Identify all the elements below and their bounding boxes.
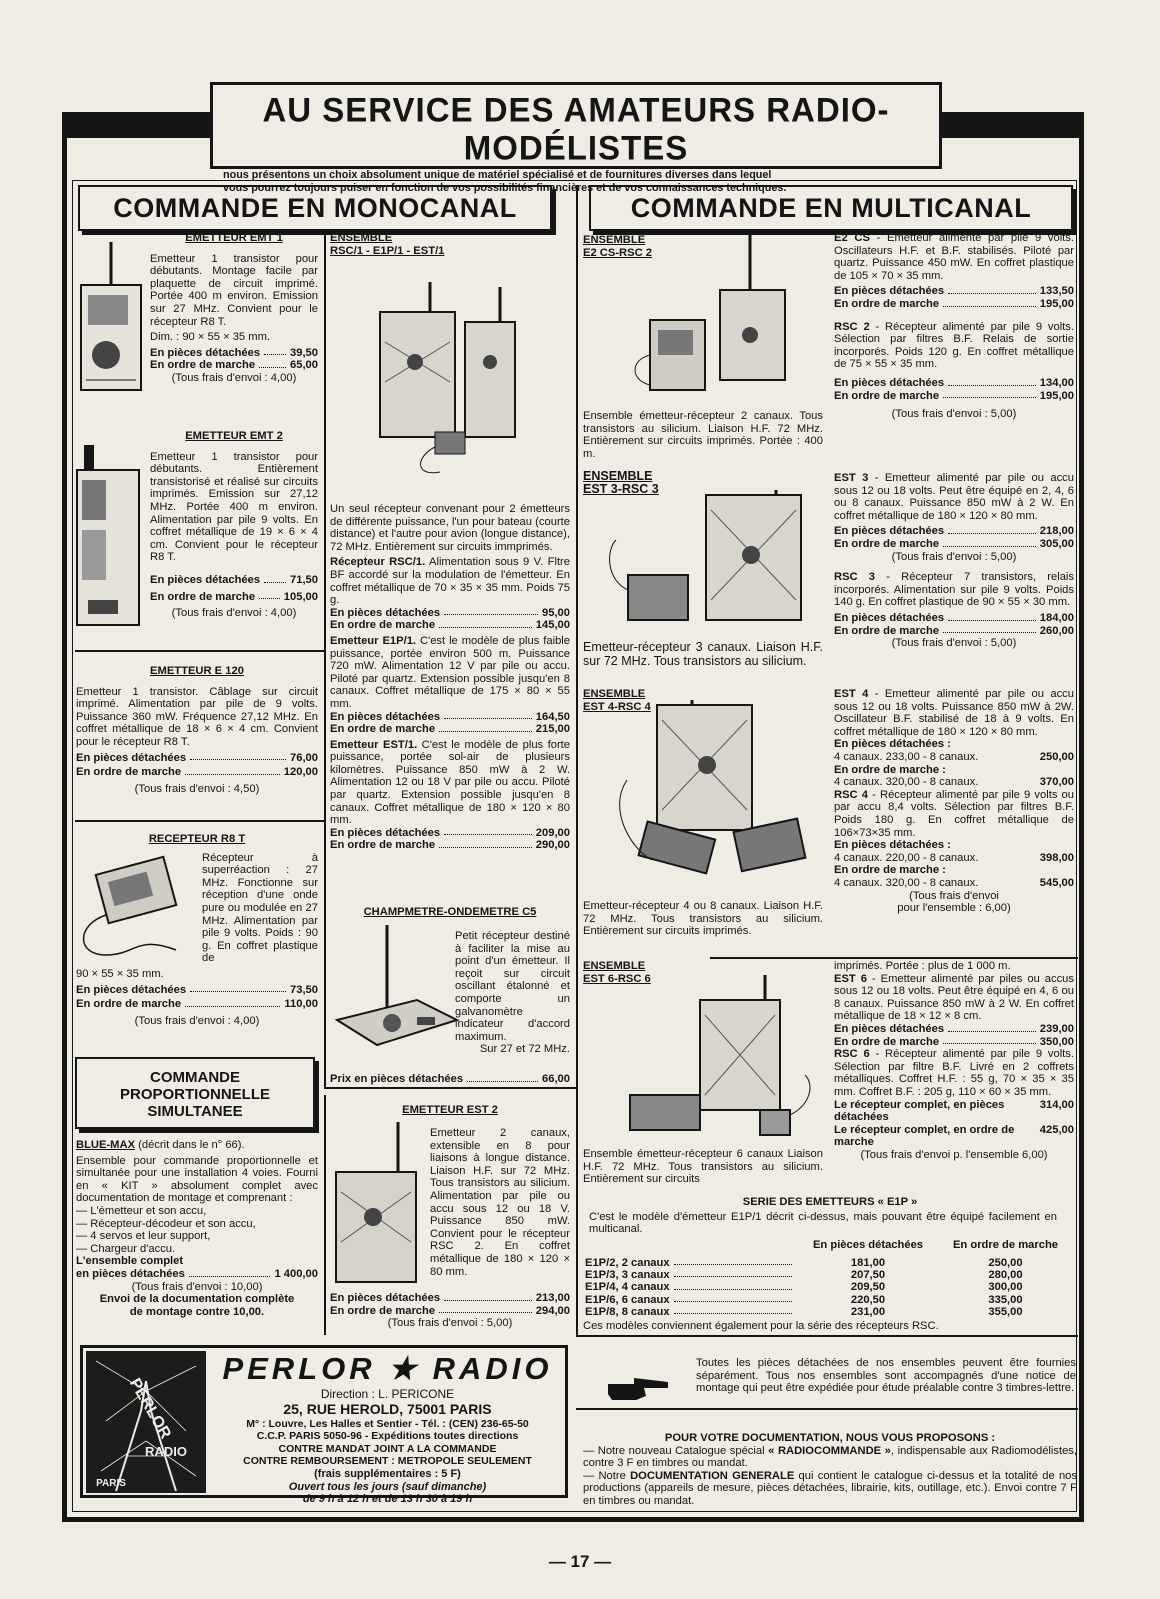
perlor-metro: M° : Louvre, Les Halles et Sentier - Tél. : (CEN) 236-65-50 — [246, 1417, 529, 1430]
rsc3-shipping: (Tous frais d'envoi : 5,00) — [891, 637, 1017, 650]
emt2-ready-price: En ordre de marche 105,00 — [150, 590, 318, 603]
ens6-lead: imprimés. Portée : plus de 1 000 m. — [834, 960, 1011, 972]
rsc1-kit-price: En pièces détachées 95,00 — [330, 606, 570, 619]
c5-text-2: Sur 27 et 72 MHz. — [479, 1043, 570, 1056]
prop-doc-1: Envoi de la documentation complète — [99, 1293, 295, 1306]
c5-block — [330, 906, 570, 919]
c5-meter-image — [332, 925, 462, 1060]
page-number: — 17 — — [548, 1552, 612, 1571]
r8t-block — [76, 833, 318, 1027]
ens6-caption-block — [583, 1148, 823, 1189]
ens4-title-2: EST 4-RSC 4 — [583, 700, 651, 713]
emt1-ready-price: En ordre de marche 65,00 — [150, 359, 318, 372]
e2cs-kit-price: En pièces détachées 133,50 — [834, 285, 1074, 298]
mono-heading: COMMANDE EN MONOCANAL — [78, 185, 552, 231]
rsc6-text: - Récepteur alimenté par pile 9 volts. Sélection par filtre B.F. Livré en 2 coffrets métalliques. Coffret H.F. : 55 g, 70 × 35 × 35 mm. Coffret B.F. : 205 g, 110 × 60 × 35 mm. — [834, 1048, 1074, 1098]
est2-ready-price: En ordre de marche 294,00 — [330, 1304, 570, 1317]
prop-item: — L'émetteur et son accu, — [76, 1204, 207, 1217]
emt2-kit-price: En pièces détachées 71,50 — [150, 573, 318, 586]
est3-block — [834, 472, 1074, 650]
rsc6-kit-price: Le récepteur complet, en pièces détachées 314,00 — [834, 1098, 1074, 1124]
ens2-title-1: ENSEMBLE — [583, 234, 646, 246]
ens3-title-1: ENSEMBLE — [583, 469, 653, 483]
ens4-caption: Emetteur-récepteur 4 ou 8 canaux. Liaison H.F. 72 MHz. Tous transistors au silicium. Entièrement sur circuits imprimés. — [583, 900, 823, 938]
rsc3-kit-price: En pièces détachées 184,00 — [834, 611, 1074, 624]
prop-shipping: (Tous frais d'envoi : 10,00) — [131, 1280, 263, 1293]
r8t-title: RECEPTEUR R8 T — [148, 833, 246, 845]
ens3-caption: Emetteur-récepteur 3 canaux. Liaison H.F. sur 72 MHz. Tous transistors au silicium. — [583, 640, 823, 668]
e1p1-name: Emetteur E1P/1. — [330, 634, 417, 647]
c5-price-block — [330, 1073, 570, 1086]
e1p-series-intro: C'est le modèle d'émetteur E1P/1 décrit ci-dessus, mais pouvant être équipé facilement en multicanal. — [589, 1210, 1057, 1236]
est2-text: Emetteur 2 canaux, extensible en 8 pour liaisons à longue distance. Liaison H.F. sur 72 MHz. Tous transistors au silicium. Alimentation par pile ou accu sous 12 ou 18 V. Puissance 850 mW. Convient pour le récepteur RSC 2. En coffret métallique de 180 × 120 × 80 mm. — [430, 1127, 570, 1278]
prop-doc-2: de montage contre 10,00. — [129, 1305, 265, 1318]
ens4-image — [612, 700, 817, 895]
emt1-transmitter-image — [76, 240, 146, 395]
ens2-title-2: E2 CS-RSC 2 — [583, 246, 653, 259]
perlor-logo-bottom: RADIO — [145, 1444, 187, 1459]
rsc1-name: Récepteur RSC/1. — [330, 556, 426, 569]
divider — [324, 1087, 576, 1089]
r8t-ready-price: En ordre de marche 110,00 — [76, 998, 318, 1011]
emt1-shipping: (Tous frais d'envoi : 4,00) — [171, 371, 297, 384]
ens3-caption-block — [583, 641, 823, 671]
divider — [75, 820, 324, 822]
ensemble-rsc1-title-2: RSC/1 - E1P/1 - EST/1 — [330, 244, 445, 257]
doc-text-block — [696, 1357, 1076, 1398]
page-title: AU SERVICE DES AMATEURS RADIO-MODÉLISTES — [262, 90, 890, 167]
header-subtitle-1: nous présentons un choix absolument unique de matériel spécialisé et de fournitures diverses dans lequel — [223, 169, 772, 181]
table-row: E1P/8, 8 canaux 231,00 355,00 — [585, 1305, 1023, 1318]
ens2-image — [630, 235, 810, 405]
est4-ready-price: 4 canaux. 320,00 - 8 canaux. 370,00 — [834, 776, 1074, 789]
est2-kit-price: En pièces détachées 213,00 — [330, 1292, 570, 1304]
prop-item: — Récepteur-décodeur et son accu, — [76, 1217, 256, 1230]
est1-text: C'est le modèle de plus forte puissance, portée sol-air de plusieurs kilomètres. Puissance 850 mW à 2 W. Alimentation 12 ou 18 V par pile ou accu. Piloté par quartz. Extension possible jusqu'en 8 canaux. Coffret métallique de 180 × 120 × 80 mm. — [330, 738, 571, 827]
header-box — [210, 82, 942, 194]
doc-title: POUR VOTRE DOCUMENTATION, NOUS VOUS PROPOSONS : — [664, 1432, 996, 1444]
est2-shipping: (Tous frais d'envoi : 5,00) — [387, 1317, 513, 1330]
e1p-col-kit: En pièces détachées — [812, 1238, 924, 1251]
ensemble-rsc1-block — [330, 232, 570, 257]
rsc4-kit-label: En pièces détachées : — [834, 839, 951, 852]
ensemble-intro: Un seul récepteur convenant pour 2 émetteurs de différente puissance, l'un pour bateau (courte distance) et l'autre pour avion (longue distance), 72 MHz. Entièrement sur circuits immprimés. — [330, 503, 570, 553]
rsc2-ready-price: En ordre de marche 195,00 — [834, 389, 1074, 402]
est2-transmitter-image — [333, 1122, 423, 1287]
est4-kit-price: 4 canaux. 233,00 - 8 canaux. 250,00 — [834, 750, 1074, 763]
ens6-title-1: ENSEMBLE — [583, 960, 646, 972]
emt1-dims: Dim. : 90 × 55 × 35 mm. — [150, 331, 271, 344]
emt1-block — [150, 232, 318, 385]
emt2-text: Emetteur 1 transistor pour débutants. Entièrement transistorisé et réalisé sur circuits imprimés. Emission sur 27,12 MHz. Portée 400 m environ. Alimentation par pile 9 volts. En coffret métallique de 19 × 6 × 4 cm. Convient pour le récepteur R8 T. — [150, 450, 318, 564]
c5-text-block — [455, 930, 570, 1059]
est1-name: Emetteur EST/1. — [330, 738, 418, 751]
e120-shipping: (Tous frais d'envoi : 4,50) — [134, 782, 260, 795]
rsc3-text: - Récepteur 7 transistors, relais incorporés. Alimentation sur pile 9 volts. Poids 140 g. En coffret plastique de 90 × 55 × 30 mm. — [834, 571, 1074, 609]
perlor-remb: CONTRE REMBOURSEMENT : METROPOLE SEULEMENT — [243, 1455, 532, 1468]
perlor-logo — [86, 1351, 206, 1493]
rsc3-name: RSC 3 — [834, 571, 876, 584]
e120-text: Emetteur 1 transistor. Câblage sur circuit imprimé. Alimentation par pile de 9 volts. Puissance 360 mW. Fréquence 27,12 MHz. En coffret métallique de 18 × 6 × 4 cm. Convient pour le récepteur R8 T. — [76, 685, 318, 748]
emt2-transmitter-image — [74, 440, 144, 630]
est6-name: EST 6 — [834, 972, 867, 985]
e120-title: EMETTEUR E 120 — [150, 665, 244, 677]
e1p1-ready-price: En ordre de marche 215,00 — [330, 723, 570, 736]
prop-heading-2: PROPORTIONNELLE — [119, 1086, 270, 1103]
perlor-hours-1: Ouvert tous les jours (sauf dimanche) — [288, 1480, 487, 1493]
est3-text: - Emetteur alimenté par pile ou accu sous 12 ou 18 volts. Peut être équipé en 2, 4, 6 ou 8 canaux. Puissance 850 mW à 2 W. En coffret métallique de 180 × 120 × 80 mm. — [834, 472, 1074, 522]
doc-item-2: — Notre DOCUMENTATION GENERALE qui contient le catalogue ci-dessus et la totalité de nos productions (appareils de mesure, pièces détachées, librairie, kits, outillage, etc.). Envoi contre 7 F en timbres ou mandat. — [583, 1469, 1077, 1507]
ens2-caption: Ensemble émetteur-récepteur 2 canaux. Tous transistors au silicium. Liaison H.F. 72 MHz. Entièrement sur circuits imprimés. Portée : 400 m. — [583, 410, 823, 460]
ens2-caption-block — [583, 410, 823, 463]
ens6-title-2: EST 6-RSC 6 — [583, 972, 651, 985]
divider — [710, 957, 1078, 959]
rsc6-name: RSC 6 — [834, 1048, 870, 1061]
perlor-logo-top: PERLOR — [125, 1375, 174, 1442]
perlor-frais: (frais supplémentaires : 5 F) — [314, 1467, 461, 1480]
e2cs-text: - Emetteur alimenté par pile 9 volts. Oscillateurs H.F. et B.F. stabilisés. Piloté par quartz. Puissance 450 mW. En coffret plastique de 105 × 70 × 35 mm. — [834, 232, 1074, 282]
perlor-director: Direction : L. PERICONE — [320, 1387, 455, 1401]
r8t-shipping: (Tous frais d'envoi : 4,00) — [134, 1014, 260, 1027]
est6-block — [834, 960, 1074, 1162]
est2-title: EMETTEUR EST 2 — [402, 1104, 498, 1116]
rsc4-shipping-1: (Tous frais d'envoi — [909, 889, 999, 902]
table-row: E1P/4, 4 canaux 209,50 300,00 — [585, 1281, 1023, 1294]
rsc2-shipping: (Tous frais d'envoi : 5,00) — [891, 408, 1017, 421]
rsc4-ready-label: En ordre de marche : — [834, 864, 946, 877]
rsc4-name: RSC 4 — [834, 788, 868, 801]
prop-heading-box — [75, 1057, 315, 1129]
e1p-series-table — [583, 1239, 1073, 1318]
e1p1-text: C'est le modèle de plus faible puissance, portée environ 500 m. Puissance 720 mW. Alimentation 12 V par pile ou accu. Piloté par quartz. Extension possible jusqu'en 8 canaux. Coffret métallique de 175 × 80 × 55 mm. — [330, 634, 570, 710]
rsc2-text: - Récepteur alimenté par pile 9 volts. Sélection par filtres B.F. Relais de sortie incorporés. Poids 120 g. En coffret métallique de 75 × 55 × 35 mm. — [834, 320, 1074, 371]
est6-kit-price: En pièces détachées 239,00 — [834, 1022, 1074, 1035]
divider — [75, 650, 324, 652]
ens3-title-2: EST 3-RSC 3 — [583, 481, 659, 496]
r8t-kit-price: En pièces détachées 73,50 — [76, 983, 318, 996]
rsc2-name: RSC 2 — [834, 320, 870, 333]
est3-ready-price: En ordre de marche 305,00 — [834, 537, 1074, 550]
est2-price-block — [330, 1292, 570, 1330]
emt2-block — [150, 430, 318, 620]
emt1-text: Emetteur 1 transistor pour débutants. Montage facile par plaquette de circuit imprimé. Portée 400 m environ. Emission sur 27 MHz. Convient pour le récepteur R8 T. — [150, 252, 318, 328]
header-subtitle-2: vous pourrez toujours puiser en fonction de vos possibilités financières et de vos connaissances techniques. — [223, 182, 787, 194]
rsc4-text: - Récepteur alimenté par pile 9 volts ou par accu 8,4 volts. Sélection par filtres B.F. Poids 180 g. En coffret métallique de 106×73×35 mm. — [834, 788, 1074, 839]
ensemble-rsc1-title-1: ENSEMBLE — [330, 232, 393, 244]
multi-heading: COMMANDE EN MULTICANAL — [589, 185, 1073, 231]
est3-kit-price: En pièces détachées 218,00 — [834, 525, 1074, 538]
perlor-logo-city: PARIS — [96, 1478, 126, 1489]
emt1-kit-price: En pièces détachées 39,50 — [150, 346, 318, 359]
prop-item: — 4 servos et leur support, — [76, 1230, 211, 1243]
est1-kit-price: En pièces détachées 209,00 — [330, 826, 570, 839]
ensemble-rsc1-details — [330, 503, 570, 852]
emt2-title: EMETTEUR EMT 2 — [185, 430, 283, 442]
doc-item-1: — Notre nouveau Catalogue spécial « RADIOCOMMANDE », indispensable aux Radiomodélistes, contre 3 F en timbres ou mandat. — [583, 1444, 1078, 1470]
est4-block — [834, 688, 1074, 915]
c5-title: CHAMPMETRE-ONDEMETRE C5 — [363, 906, 537, 918]
e1p-series-footer: Ces modèles conviennent également pour la série des récepteurs RSC. — [583, 1320, 939, 1332]
ens6-shipping: (Tous frais d'envoi p. l'ensemble 6,00) — [860, 1148, 1048, 1161]
est6-text: - Emetteur alimenté par piles ou accus sous 12 ou 18 volts. Peut être équipé en 4, 6 ou 8 canaux. Puissance 850 mW à 2 W. En coffret métallique de 18 × 12 × 8 cm. — [834, 972, 1074, 1023]
est3-shipping: (Tous frais d'envoi : 5,00) — [891, 550, 1017, 563]
est4-text: - Emetteur alimenté par pile ou accu sous 12 ou 18 volts. Puissance 850 mW à 2W. Oscillateur B.F. stabilisé de 18 à 9 volts. En coffret métallique de 180 × 120 × 80 mm. — [834, 688, 1074, 738]
e120-kit-price: En pièces détachées 76,00 — [76, 751, 318, 764]
c5-text: Petit récepteur destiné à faciliter la mise au point d'un émetteur. Il reçoit sur circuit oscillant étalonné et comporte un galvanomètre indicateur d'accord maximum. — [455, 930, 570, 1043]
ens4-title-1: ENSEMBLE — [583, 688, 646, 700]
est6-ready-price: En ordre de marche 350,00 — [834, 1035, 1074, 1048]
est2-text-block — [430, 1127, 570, 1281]
e1p1-kit-price: En pièces détachées 164,50 — [330, 710, 570, 723]
table-row: E1P/3, 3 canaux 207,50 280,00 — [585, 1269, 1023, 1282]
est3-name: EST 3 — [834, 472, 869, 484]
r8t-text-2: 90 × 55 × 35 mm. — [76, 967, 164, 980]
doc-offer-block — [583, 1432, 1077, 1511]
rsc6-ready-price: Le récepteur complet, en ordre de marche 425,00 — [834, 1123, 1074, 1149]
rsc4-shipping-2: pour l'ensemble : 6,00) — [897, 902, 1011, 915]
perlor-details — [210, 1388, 565, 1506]
prop-block — [76, 1139, 318, 1318]
rsc2-kit-price: En pièces détachées 134,00 — [834, 376, 1074, 389]
e1p-col-ready: En ordre de marche — [952, 1238, 1059, 1251]
divider — [576, 185, 578, 1335]
ens6-image — [625, 975, 820, 1145]
rsc1-ready-price: En ordre de marche 145,00 — [330, 619, 570, 632]
table-row: E1P/6, 6 canaux 220,50 335,00 — [585, 1293, 1023, 1306]
e120-block — [76, 665, 318, 795]
e2cs-block — [834, 232, 1074, 421]
rsc3-ready-price: En ordre de marche 260,00 — [834, 624, 1074, 637]
perlor-mandat: CONTRE MANDAT JOINT A LA COMMANDE — [278, 1442, 497, 1455]
e120-ready-price: En ordre de marche 120,00 — [76, 766, 318, 779]
rsc4-kit-price: 4 canaux. 220,00 - 8 canaux. 398,00 — [834, 851, 1074, 864]
ens3-image — [606, 490, 811, 630]
prop-heading-1: COMMANDE — [150, 1069, 240, 1086]
ens4-caption-block — [583, 900, 823, 941]
perlor-address: 25, RUE HEROLD, 75001 PARIS — [283, 1400, 492, 1417]
divider — [324, 232, 326, 1087]
r8t-text: Récepteur à superréaction : 27 MHz. Fonctionne sur réception d'une onde pure ou modulée en 27 MHz. Alimentation par pile 9 volts. Poids : 90 g. En coffret plastique de — [202, 851, 318, 965]
ens6-caption: Ensemble émetteur-récepteur 6 canaux Liaison H.F. 72 MHz. Tous transistors au silicium. Entièrement sur circuits — [583, 1148, 823, 1186]
rsc1-ensemble-image — [375, 282, 535, 482]
doc-text: Toutes les pièces détachées de nos ensembles peuvent être fournies séparément. Tous nos ensembles sont accompagnés d'une notice de montage qui peut être expédiée pour étude préalable contre 3 timbres-lettre. — [696, 1357, 1076, 1395]
e1p-series-title: SERIE DES EMETTEURS « E1P » — [742, 1196, 918, 1208]
prop-name-note: (décrit dans le n° 66). — [135, 1139, 245, 1151]
perlor-name: PERLOR ★ RADIO — [222, 1351, 553, 1386]
perlor-hours-2: de 9 h à 12 h et de 13 h 30 à 19 h — [302, 1493, 473, 1506]
divider — [576, 1408, 1078, 1410]
prop-text: Ensemble pour commande proportionnelle et simultanée pour une installation 4 voies. Fourni en « KIT » absolument complet avec documentation de montage et comprenant : — [76, 1154, 318, 1205]
est1-ready-price: En ordre de marche 290,00 — [330, 839, 570, 852]
est2-title-block — [330, 1104, 570, 1117]
prop-name: BLUE-MAX — [76, 1139, 136, 1151]
perlor-ccp: C.C.P. PARIS 5050-96 - Expéditions toutes directions — [256, 1430, 519, 1443]
prop-item: — Chargeur d'accu. — [76, 1242, 176, 1255]
table-row: E1P/2, 2 canaux 181,00 250,00 — [585, 1256, 1023, 1269]
c5-price: Prix en pièces détachées 66,00 — [330, 1073, 570, 1085]
emt2-shipping: (Tous frais d'envoi : 4,00) — [171, 607, 297, 620]
est4-name: EST 4 — [834, 688, 869, 700]
emt1-title: EMETTEUR EMT 1 — [185, 232, 283, 244]
pointing-hand-icon — [606, 1374, 670, 1404]
e1p-series-block — [583, 1196, 1077, 1336]
est4-ready-label: En ordre de marche : — [834, 763, 946, 776]
e2cs-name: E2 CS — [834, 232, 870, 244]
est4-kit-label: En pièces détachées : — [834, 738, 951, 751]
rsc4-ready-price: 4 canaux. 320,00 - 8 canaux. 545,00 — [834, 876, 1074, 889]
e2cs-ready-price: En ordre de marche 195,00 — [834, 297, 1074, 310]
prop-complete-label: L'ensemble complet — [76, 1255, 184, 1268]
rsc1-text: Alimentation sous 9 V. Fltre BF accordé sur la modulation de l'émetteur. En coffret métallique de 70 × 35 × 35 mm. Poids 75 g. — [330, 556, 570, 607]
prop-heading-3: SIMULTANEE — [147, 1103, 243, 1120]
divider — [324, 1095, 326, 1335]
prop-kit-price: en pièces détachées 1 400,00 — [76, 1267, 318, 1280]
